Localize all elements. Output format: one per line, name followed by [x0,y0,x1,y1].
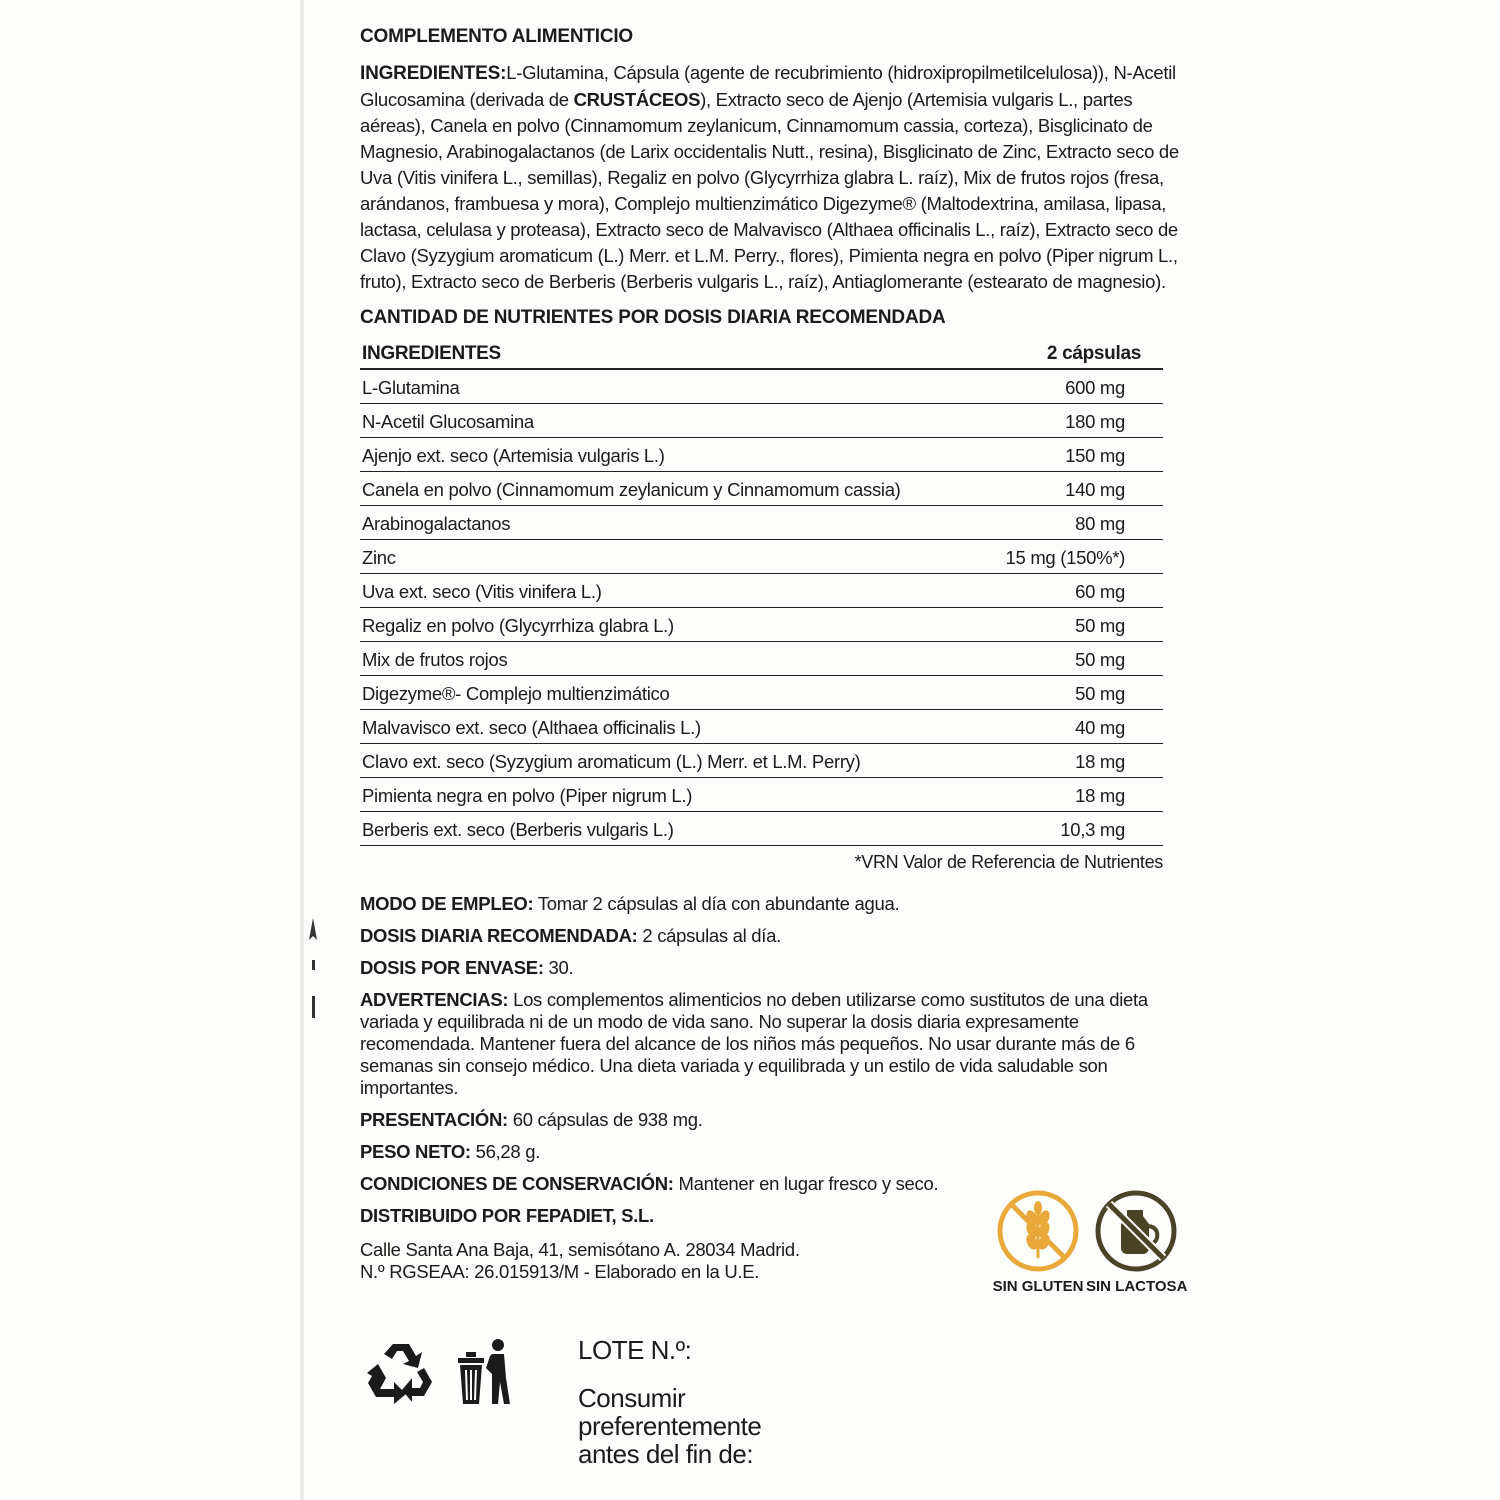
presentation-text: 60 cápsulas de 938 mg. [507,1109,703,1130]
nutrient-name: L-Glutamina [360,369,981,404]
presentation-line [360,1109,1195,1131]
doses-per-pack-label: DOSIS POR ENVASE: [360,957,544,978]
tidyman-bin-icon [456,1338,512,1406]
table-row [360,404,1163,438]
table-row [360,812,1163,846]
table-row [360,744,1163,778]
warnings-text: Los complementos alimenticios no deben utilizarse como sustitutos de una dieta variada y equilibrada ni de un modo de vida sano. No superar la dosis diaria expresamente recomendada. Mantener fuera del alcance de los niños más pequeños. No usar durante más de 6 semanas sin consejo médico. Una dieta variada y equilibrada y un estilo de vida saludable son importantes. [360,989,1148,1098]
nutrient-name: Mix de frutos rojos [360,642,981,676]
nutrient-amount: 50 mg [981,642,1163,676]
gluten-free-label: SIN GLUTEN [992,1278,1084,1295]
nutrient-name: Regaliz en polvo (Glycyrrhiza glabra L.) [360,608,981,642]
table-header-row [360,339,1163,369]
table-row [360,472,1163,506]
col-ingredients-header: INGREDIENTES [360,339,981,369]
distributor-label: DISTRIBUIDO POR FEPADIET, S.L. [360,1205,654,1226]
nutrients-heading: CANTIDAD DE NUTRIENTES POR DOSIS DIARIA RECOMENDADA [360,307,946,328]
table-row [360,710,1163,744]
wheat-crossed-icon [995,1188,1081,1274]
presentation-label: PRESENTACIÓN: [360,1109,508,1130]
nutrient-amount: 15 mg (150%*) [981,540,1163,574]
table-row [360,642,1163,676]
nutrient-name: N-Acetil Glucosamina [360,404,981,438]
distributor-address: Calle Santa Ana Baja, 41, semisótano A. 28034 Madrid. [360,1239,800,1260]
allergen-text: CRUSTÁCEOS [573,89,701,110]
col-dose-header: 2 cápsulas [981,339,1163,369]
page-edge [300,0,304,1500]
nutrient-amount: 80 mg [981,506,1163,540]
ingredients-text-2: ), Extracto seco de Ajenjo (Artemisia vulgaris L., partes aéreas), Canela en polvo (Cinnamomum zeylanicum, Cinnamomum cassia, corteza), Bisglicinato de Magnesio, Arabinogalactanos (de Larix occidentalis Nutt., resina), Bisglicinato de Zinc, Extracto seco de Uva (Vitis vinifera L., semillas), Regaliz en polvo (Glycyrrhiza glabra L. raíz), Mix de frutos rojos (fresa, arándanos, frambuesa y mora), Complejo multienzimático Digezyme® (Maltodextrina, amilasa, lipasa, lactasa, celulasa y proteasa), Extracto seco de Malvavisco (Althaea officinalis L., raíz), Extracto seco de Clavo (Syzygium aromaticum (L.) Merr. et L.M. Perry., flores), Pimienta negra en polvo (Piper nigrum L., fruto), Extracto seco de Berberis (Berberis vulgaris L., raíz), Antiaglomerante (estearato de magnesio). [360,89,1179,292]
nutrient-amount: 50 mg [981,676,1163,710]
net-weight-text: 56,28 g. [470,1141,541,1162]
warnings-paragraph [360,989,1190,1099]
ingredients-text-1: L-Glutamina, Cápsula (agente de recubrimiento (hidroxipropilmetilcelulosa)), N-Acetil Glucosamina (derivada de [360,62,1176,110]
nutrient-amount: 10,3 mg [981,812,1163,846]
vrn-footnote: *VRN Valor de Referencia de Nutrientes [854,852,1163,872]
scan-marks [308,918,320,1028]
nutrient-name: Zinc [360,540,981,574]
gluten-free-badge [988,1188,1088,1295]
doses-per-pack-text: 30. [543,957,574,978]
table-row [360,778,1163,812]
storage-label: CONDICIONES DE CONSERVACIÓN: [360,1173,674,1194]
ingredients-paragraph [360,60,1195,295]
nutrients-table-body [360,369,1163,846]
doses-per-pack-line [360,957,1195,979]
nutrient-name: Berberis ext. seco (Berberis vulgaris L.) [360,812,981,846]
nutrient-amount: 600 mg [981,369,1163,404]
nutrient-name: Ajenjo ext. seco (Artemisia vulgaris L.) [360,438,981,472]
nutrient-amount: 150 mg [981,438,1163,472]
daily-dose-text: 2 cápsulas al día. [637,925,781,946]
nutrients-table [360,339,1163,846]
nutrient-amount: 18 mg [981,744,1163,778]
usage-line [360,893,1195,915]
nutrient-name: Malvavisco ext. seco (Althaea officinalis L.) [360,710,981,744]
table-row [360,574,1163,608]
nutrient-name: Uva ext. seco (Vitis vinifera L.) [360,574,981,608]
table-row [360,438,1163,472]
nutrient-amount: 140 mg [981,472,1163,506]
table-row [360,540,1163,574]
nutrient-amount: 180 mg [981,404,1163,438]
nutrient-amount: 40 mg [981,710,1163,744]
net-weight-label: PESO NETO: [360,1141,471,1162]
usage-text: Tomar 2 cápsulas al día con abundante agua. [533,893,900,914]
storage-text: Mantener en lugar fresco y seco. [673,1173,939,1194]
ingredients-label: INGREDIENTES: [360,63,507,84]
lactose-free-badge [1086,1188,1186,1295]
warnings-label: ADVERTENCIAS: [360,989,509,1010]
nutrient-name: Pimienta negra en polvo (Piper nigrum L.) [360,778,981,812]
milk-jug-crossed-icon [1093,1188,1179,1274]
nutrient-name: Clavo ext. seco (Syzygium aromaticum (L.) Merr. et L.M. Perry) [360,744,981,778]
usage-label: MODO DE EMPLEO: [360,893,534,914]
product-category-title: COMPLEMENTO ALIMENTICIO [360,26,634,47]
lote-label: LOTE N.º: [578,1335,692,1365]
lactose-free-label: SIN LACTOSA [1086,1278,1188,1295]
nutrient-name: Digezyme®- Complejo multienzimático [360,676,981,710]
nutrient-amount: 60 mg [981,574,1163,608]
table-row [360,506,1163,540]
table-row [360,676,1163,710]
nutrient-amount: 18 mg [981,778,1163,812]
label-page [360,26,1195,1283]
daily-dose-line [360,925,1195,947]
net-weight-line [360,1141,1195,1163]
nutrient-name: Arabinogalactanos [360,506,981,540]
table-row [360,369,1163,404]
registry-number: N.º RGSEAA: 26.015913/M - Elaborado en la U.E. [360,1261,760,1282]
nutrient-name: Canela en polvo (Cinnamomum zeylanicum y Cinnamomum cassia) [360,472,981,506]
nutrient-amount: 50 mg [981,608,1163,642]
daily-dose-label: DOSIS DIARIA RECOMENDADA: [360,925,638,946]
best-before-label: Consumir preferentemente antes del fin de: [578,1383,762,1469]
table-row [360,608,1163,642]
recycle-icon [366,1338,436,1404]
